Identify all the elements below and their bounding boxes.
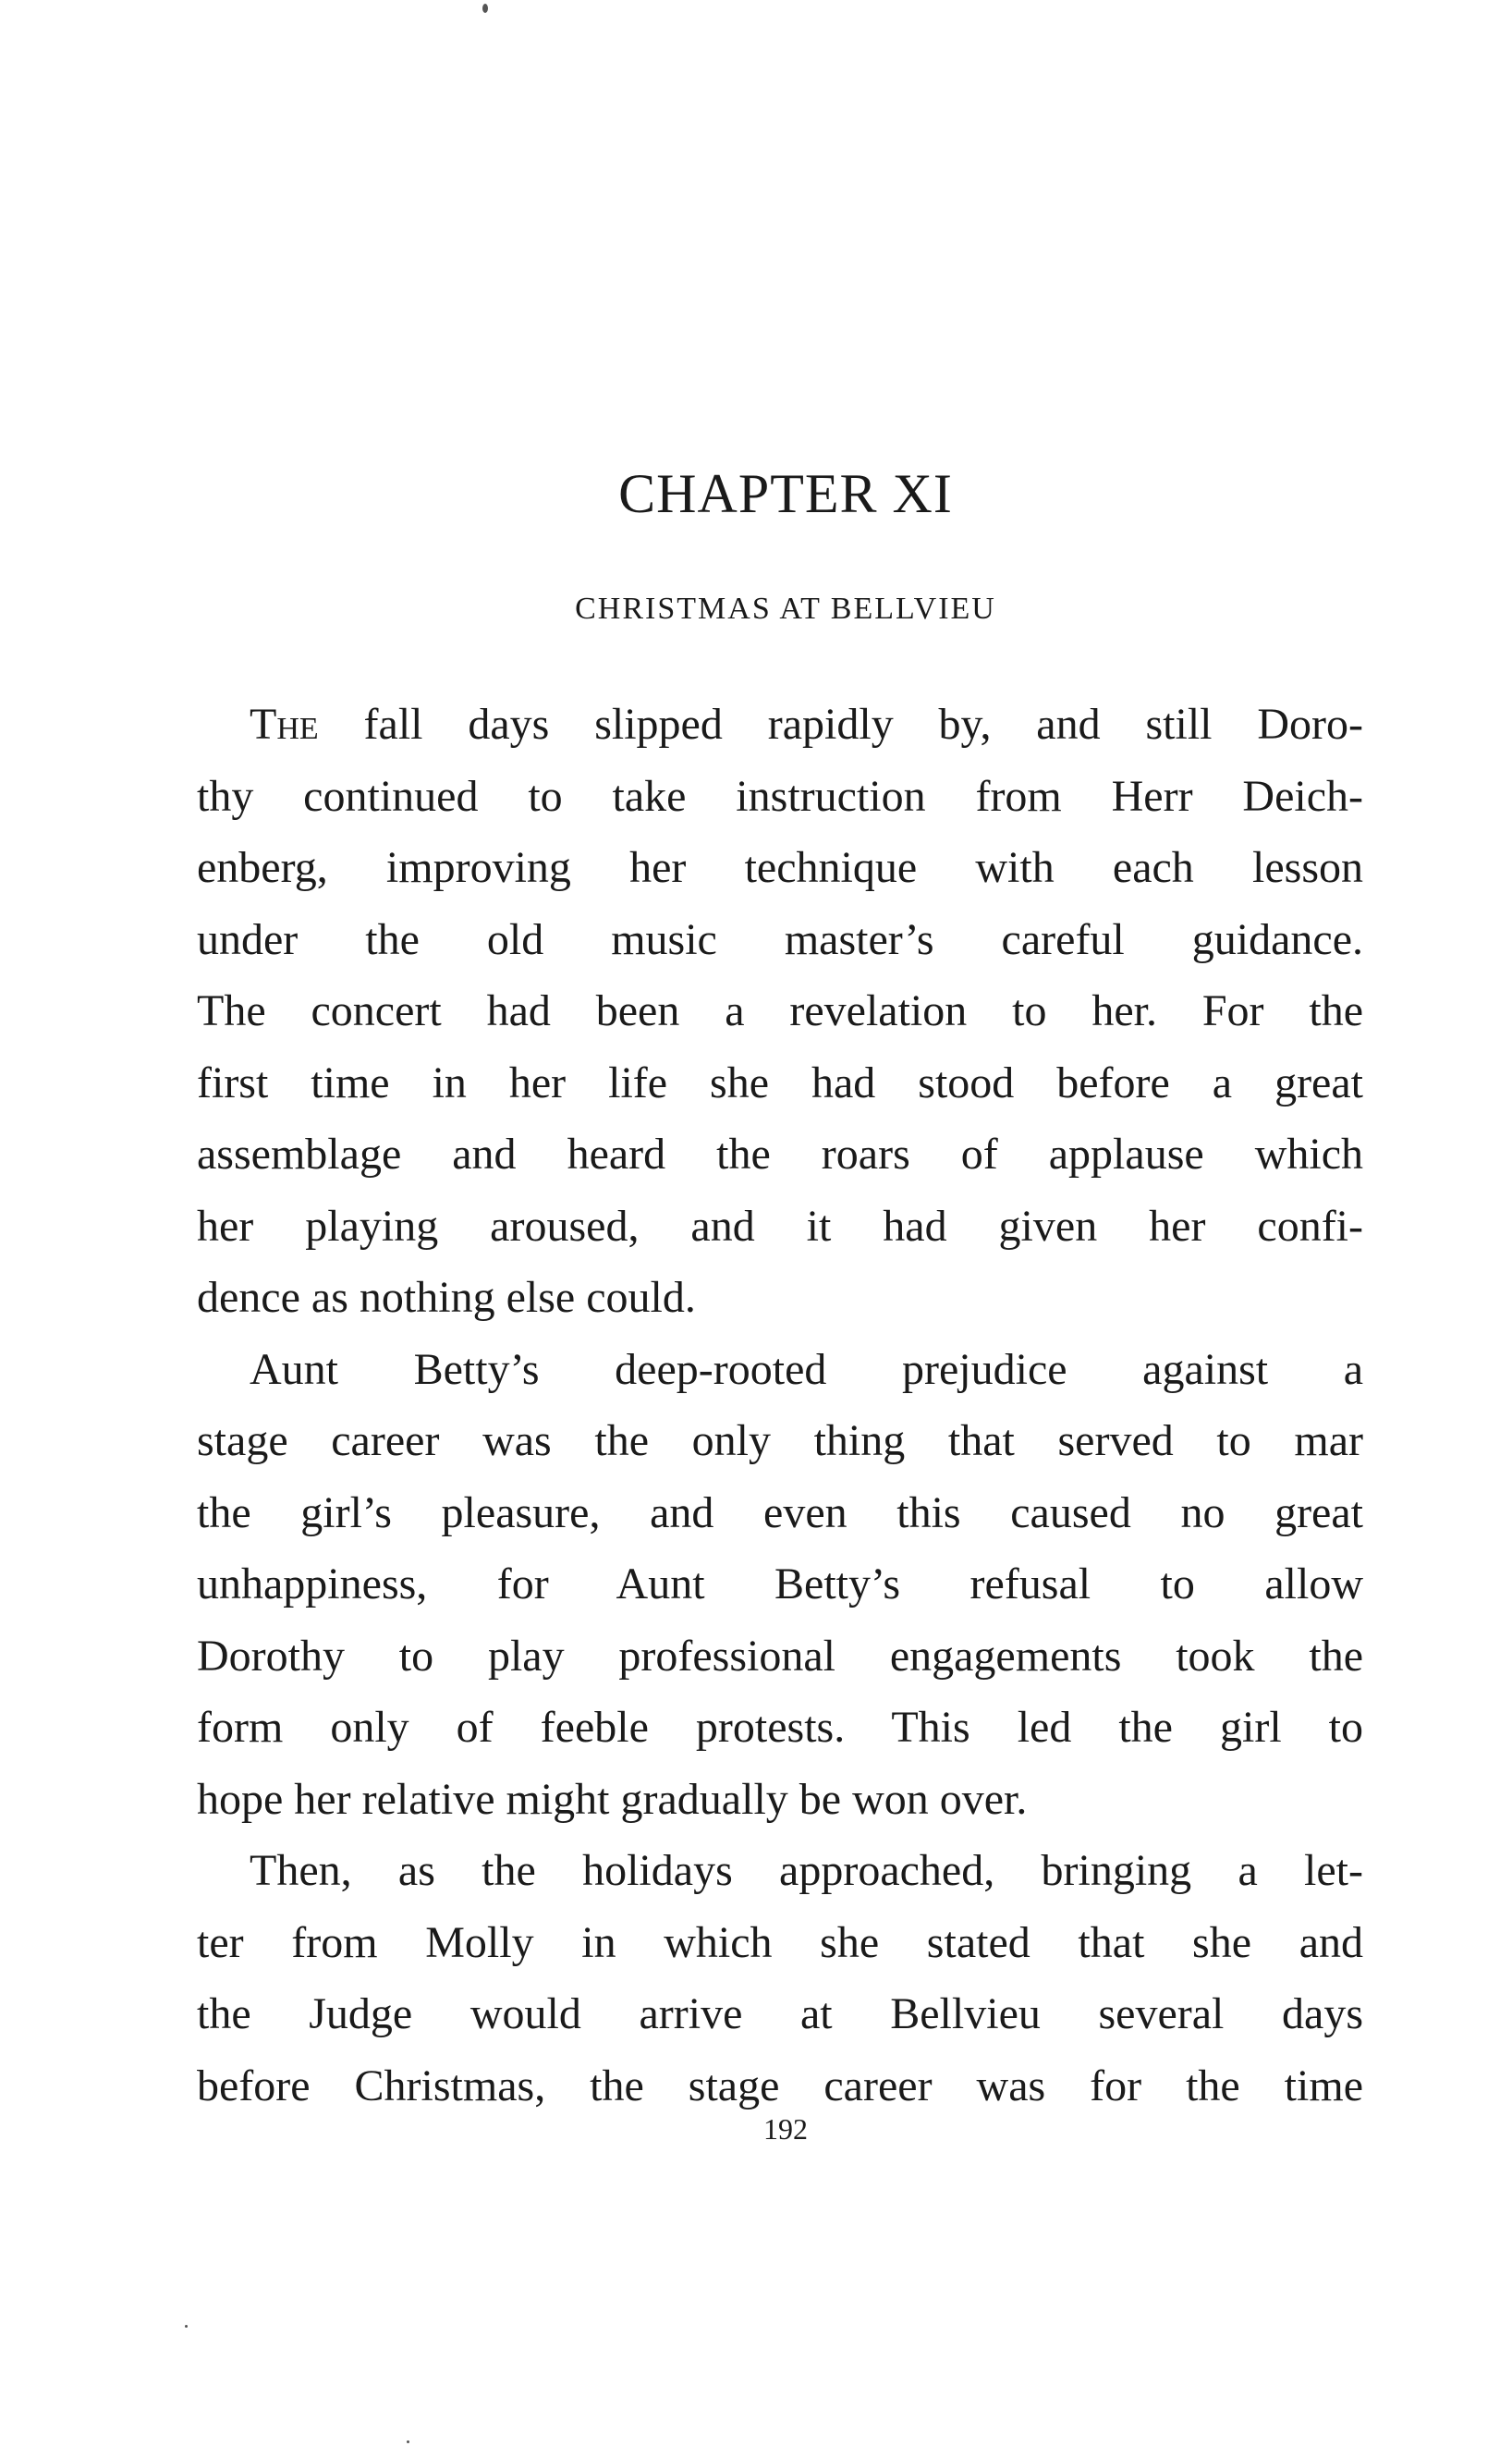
text-line: form only of feeble protests. This led the girl to xyxy=(197,1703,1363,1752)
text-line: the Judge would arrive at Bellvieu several days xyxy=(197,1989,1363,2038)
text-line: first time in her life she had stood before a great xyxy=(197,1058,1363,1107)
text-line: thy continued to take instruction from Herr Deich- xyxy=(197,771,1363,821)
text-line: the girl’s pleasure, and even this caused no great xyxy=(197,1487,1363,1537)
text-line: before Christmas, the stage career was for the time xyxy=(197,2061,1363,2110)
text-line: ter from Molly in which she stated that she and xyxy=(197,1917,1363,1967)
page-number: 192 xyxy=(763,2112,808,2146)
text-line: Dorothy to play professional engagements took the xyxy=(197,1631,1363,1681)
text-line: hope her relative might gradually be won over. xyxy=(197,1774,1028,1824)
text-line: Then, as the holidays approached, bringing a let- xyxy=(250,1846,1363,1895)
print-speck xyxy=(482,4,488,13)
text-line: stage career was the only thing that served to mar xyxy=(197,1416,1363,1465)
text-line: The fall days slipped rapidly by, and still Doro- xyxy=(250,700,1363,749)
text-line: The concert had been a revelation to her. For the xyxy=(197,986,1363,1035)
text-line: dence as nothing else could. xyxy=(197,1273,696,1322)
text-line: Aunt Betty’s deep-rooted prejudice against a xyxy=(250,1344,1363,1394)
print-speck xyxy=(407,2440,409,2443)
text-line: unhappiness, for Aunt Betty’s refusal to allow xyxy=(197,1559,1363,1608)
body-text xyxy=(197,689,1363,2122)
text-line: assemblage and heard the roars of applause which xyxy=(197,1130,1363,1179)
chapter-title: CHRISTMAS AT BELLVIEU xyxy=(575,592,996,626)
text-line: her playing aroused, and it had given her confi- xyxy=(197,1201,1363,1251)
text-line: enberg, improving her technique with each lesson xyxy=(197,843,1363,892)
print-speck xyxy=(185,2325,188,2328)
first-word: The xyxy=(250,700,319,749)
text-line: under the old music master’s careful guidance. xyxy=(197,914,1363,964)
chapter-number: CHAPTER XI xyxy=(618,463,953,524)
